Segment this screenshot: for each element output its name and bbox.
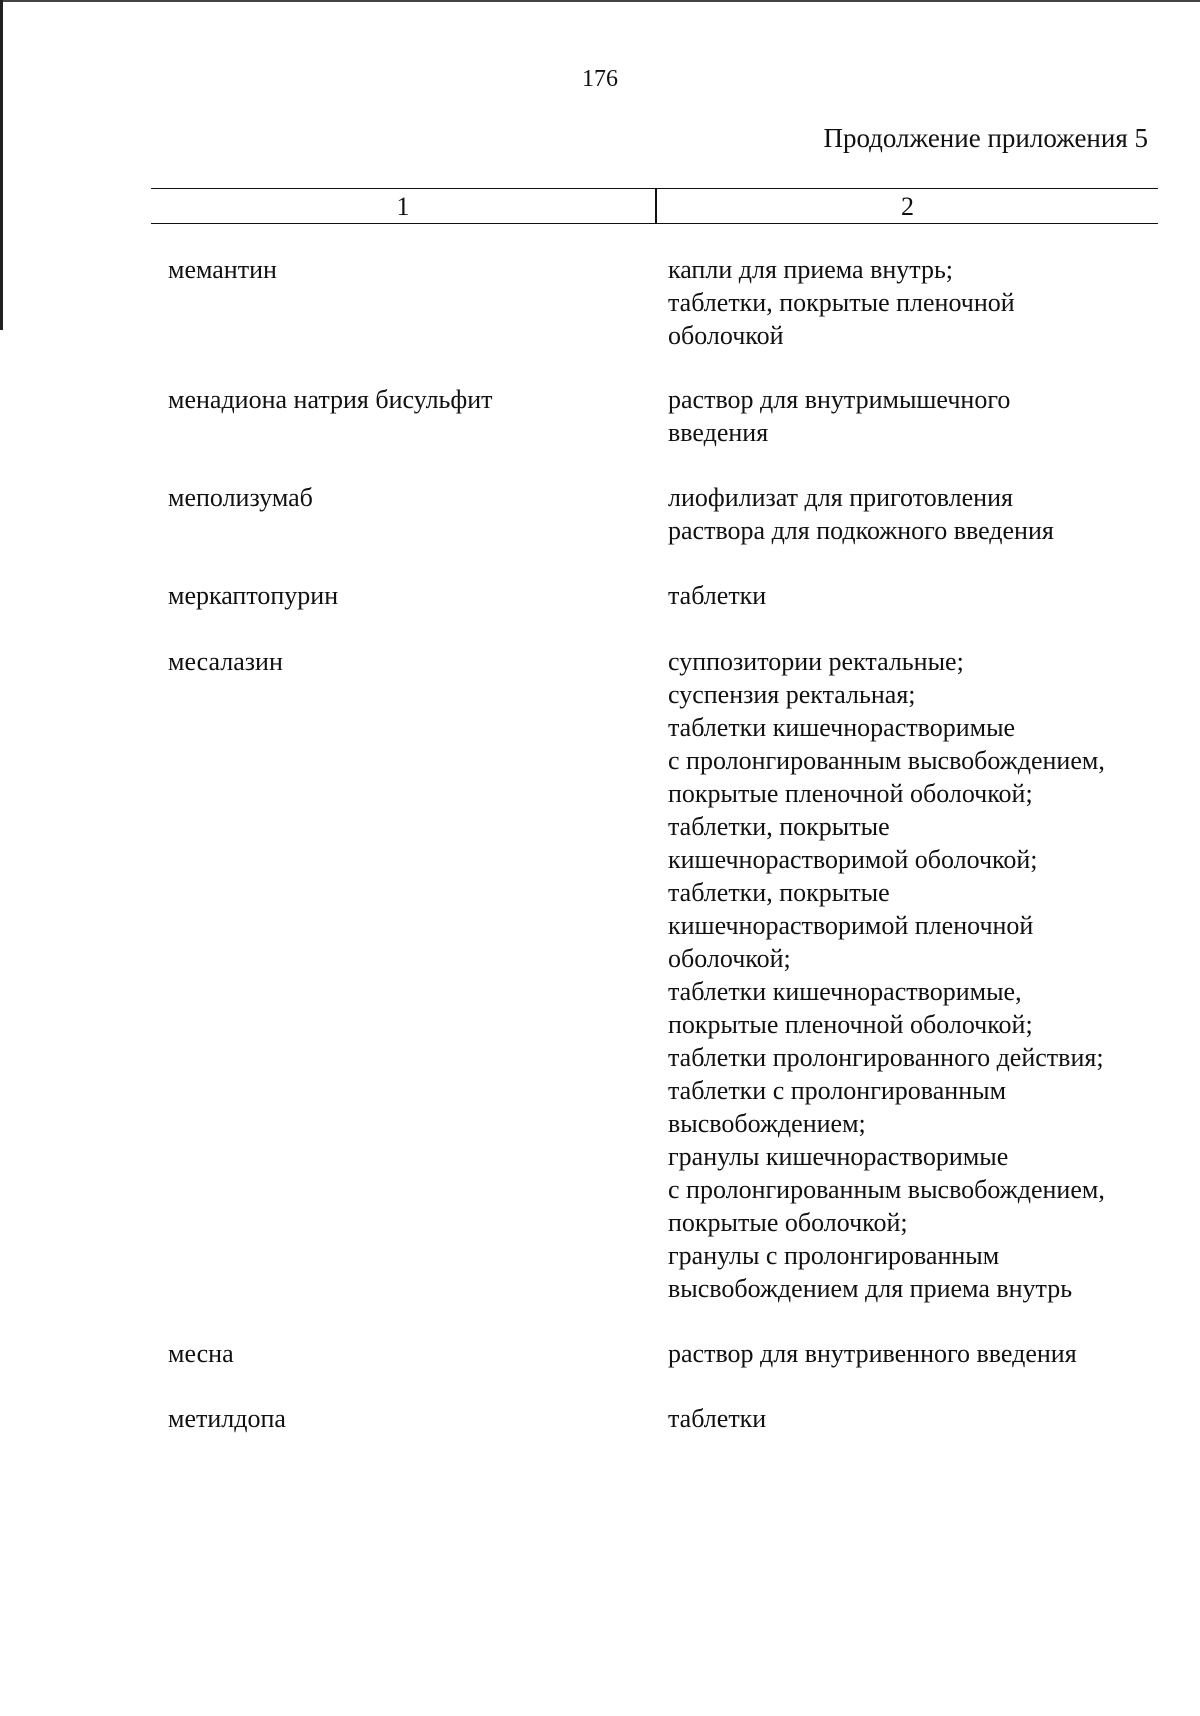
dosage-form: таблетки, покрытые пленочной xyxy=(668,288,1015,317)
dosage-form: оболочкой; xyxy=(668,944,791,973)
dosage-form: гранулы с пролонгированным xyxy=(668,1241,1000,1270)
dosage-form: покрытые оболочкой; xyxy=(668,1208,908,1237)
drug-name: мемантин xyxy=(168,255,277,284)
dosage-forms xyxy=(668,1337,1168,1370)
dosage-forms xyxy=(668,481,1168,547)
dosage-forms xyxy=(668,383,1168,449)
dosage-form: раствор для внутримышечного xyxy=(668,385,1011,414)
page-number: 176 xyxy=(582,66,618,92)
dosage-form: раствор для внутривенного введения xyxy=(668,1339,1077,1368)
dosage-form: с пролонгированным высвобождением, xyxy=(668,746,1105,775)
scan-edge-left xyxy=(0,0,3,330)
column-header-1: 1 xyxy=(396,192,410,221)
dosage-form: покрытые пленочной оболочкой; xyxy=(668,779,1033,808)
drug-name: менадиона натрия бисульфит xyxy=(168,385,493,414)
dosage-form: таблетки, покрытые xyxy=(668,812,890,841)
dosage-form: введения xyxy=(668,418,769,447)
dosage-form: таблетки с пролонгированным xyxy=(668,1076,1007,1105)
dosage-form: кишечнорастворимой пленочной xyxy=(668,911,1034,940)
dosage-form: таблетки xyxy=(668,1404,767,1433)
dosage-form: суппозитории ректальные; xyxy=(668,647,964,676)
dosage-form: гранулы кишечнорастворимые xyxy=(668,1142,1009,1171)
dosage-forms xyxy=(668,1402,1168,1435)
dosage-form: таблетки, покрытые xyxy=(668,878,890,907)
dosage-form: с пролонгированным высвобождением, xyxy=(668,1175,1105,1204)
dosage-form: кишечнорастворимой оболочкой; xyxy=(668,845,1038,874)
dosage-forms xyxy=(668,645,1168,1305)
drug-name: метилдопа xyxy=(168,1404,286,1433)
column-header-2: 2 xyxy=(901,192,914,221)
dosage-form: оболочкой xyxy=(668,321,784,350)
dosage-form: таблетки кишечнорастворимые xyxy=(668,713,1016,742)
dosage-form: высвобождением; xyxy=(668,1109,866,1138)
dosage-forms xyxy=(668,579,1168,612)
table-header xyxy=(151,188,1158,224)
dosage-form: высвобождением для приема внутрь xyxy=(668,1274,1073,1303)
drug-name: меполизумаб xyxy=(168,483,313,512)
drug-name: месна xyxy=(168,1339,234,1368)
drug-name: меркаптопурин xyxy=(168,581,339,610)
dosage-forms xyxy=(668,253,1168,352)
dosage-form: покрытые пленочной оболочкой; xyxy=(668,1010,1033,1039)
dosage-form: таблетки пролонгированного действия; xyxy=(668,1043,1104,1072)
dosage-form: суспензия ректальная; xyxy=(668,680,916,709)
dosage-form: капли для приема внутрь; xyxy=(668,255,954,284)
drug-name: месалазин xyxy=(168,647,283,676)
dosage-form: таблетки xyxy=(668,581,767,610)
scan-edge-top xyxy=(0,0,1200,2)
dosage-form: раствора для подкожного введения xyxy=(668,516,1054,545)
dosage-form: таблетки кишечнорастворимые, xyxy=(668,977,1022,1006)
appendix-continuation-note: Продолжение приложения 5 xyxy=(823,123,1148,153)
dosage-form: лиофилизат для приготовления xyxy=(668,483,1013,512)
